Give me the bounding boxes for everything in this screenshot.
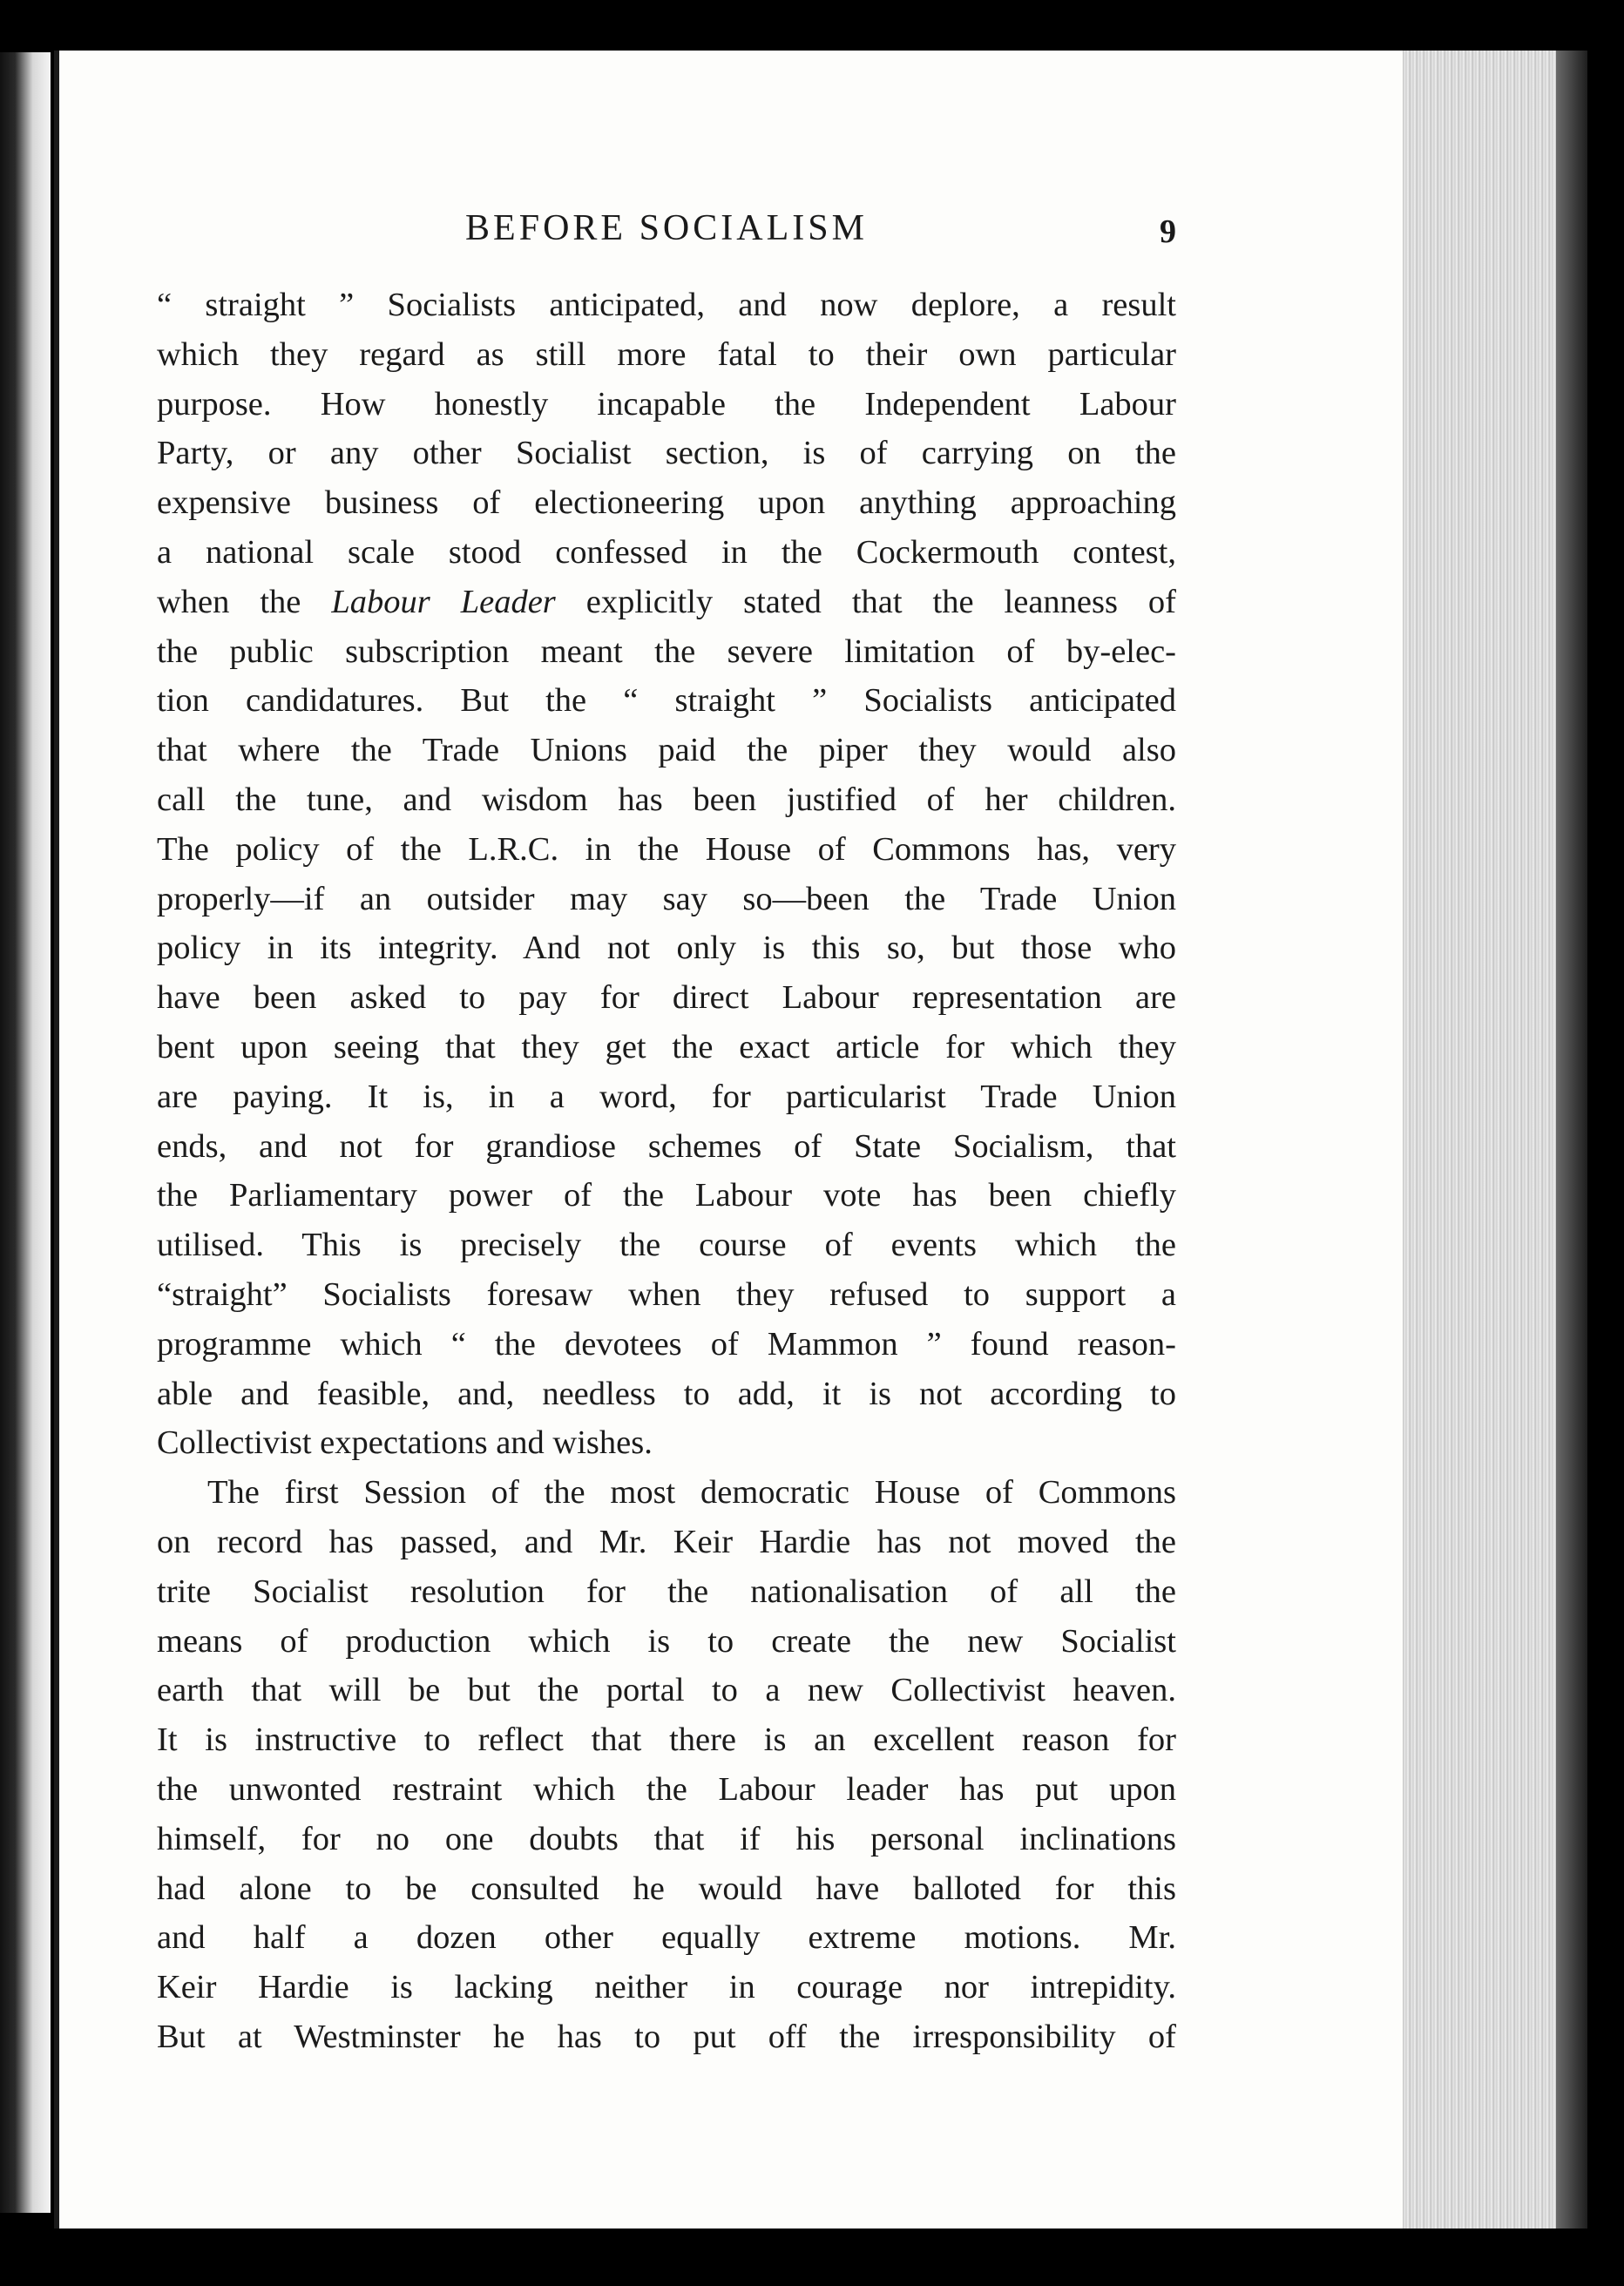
text-line [157,578,1176,627]
text-line: which they regard as still more fatal to their own particular [157,335,1176,373]
text-line: ends, and not for grandiose schemes of State Socialism, that [157,1127,1176,1165]
text-line: “straight” Socialists foresaw when they refused to support a [157,1275,1176,1313]
text-line: and half a dozen other equally extreme motions. Mr. [157,1919,1176,1957]
page-number: 9 [1160,213,1176,250]
text-line: earth that will be but the portal to a new Collectivist heaven. [157,1672,1176,1709]
paragraph [157,1468,1176,2062]
text-line: a national scale stood confessed in the Cockermouth contest, [157,533,1176,571]
text-line: Collectivist expectations and wishes. [157,1424,653,1462]
text-line: Party, or any other Socialist section, is of carrying on the [157,435,1176,472]
text-line: have been asked to pay for direct Labour representation are [157,979,1176,1017]
text-line: the public subscription meant the severe limitation of by-elec- [157,632,1176,670]
text-line: expensive business of electioneering upon anything approaching [157,484,1176,522]
text-line: are paying. It is, in a word, for particularist Trade Union [157,1078,1176,1115]
text-line: bent upon seeing that they get the exact article for which they [157,1028,1176,1065]
text-line: The policy of the L.R.C. in the House of Commons has, very [157,830,1176,868]
text-run: explicitly stated that the leanness of [555,583,1176,620]
text-line: himself, for no one doubts that if his personal inclinations [157,1820,1176,1857]
text-run: when the [157,583,332,620]
page-header [157,207,1176,260]
text-line: programme which “ the devotees of Mammon ” found reason- [157,1325,1176,1363]
text-line: the Parliamentary power of the Labour vote has been chiefly [157,1177,1176,1214]
text-line: tion candidatures. But the “ straight ” Socialists anticipated [157,682,1176,720]
text-line: purpose. How honestly incapable the Independent Labour [157,385,1176,423]
left-page-edge [0,52,51,2213]
text-line: Keir Hardie is lacking neither in courage nor intrepidity. [157,1969,1176,2006]
text-line: But at Westminster he has to put off the irresponsibility of [157,2018,1176,2055]
text-line: policy in its integrity. And not only is this so, but those who [157,930,1176,967]
text-line: the unwonted restraint which the Labour leader has put upon [157,1770,1176,1808]
text-line: had alone to be consulted he would have balloted for this [157,1870,1176,1907]
text-line: The first Session of the most democratic House of Commons [207,1474,1176,1512]
text-line: “ straight ” Socialists anticipated, and now deplore, a result [157,287,1176,323]
text-line: means of production which is to create the new Socialist [157,1622,1176,1660]
text-line: properly—if an outsider may say so—been the Trade Union [157,880,1176,917]
text-line: utilised. This is precisely the course of events which the [157,1227,1176,1264]
text-line: It is instructive to reflect that there is an excellent reason for [157,1721,1176,1759]
body-text [157,281,1176,2062]
journal-title: Labour Leader [331,583,556,620]
text-line: on record has passed, and Mr. Keir Hardie has not moved the [157,1523,1176,1560]
text-line: able and feasible, and, needless to add, it is not according to [157,1375,1176,1412]
text-line: that where the Trade Unions paid the piper they would also [157,732,1176,769]
text-line: trite Socialist resolution for the nationalisation of all the [157,1572,1176,1610]
running-title: BEFORE SOCIALISM [465,208,868,248]
page-fore-edge [1403,51,1587,2229]
text-line: call the tune, and wisdom has been justified of her children. [157,781,1176,818]
paragraph [157,281,1176,1468]
